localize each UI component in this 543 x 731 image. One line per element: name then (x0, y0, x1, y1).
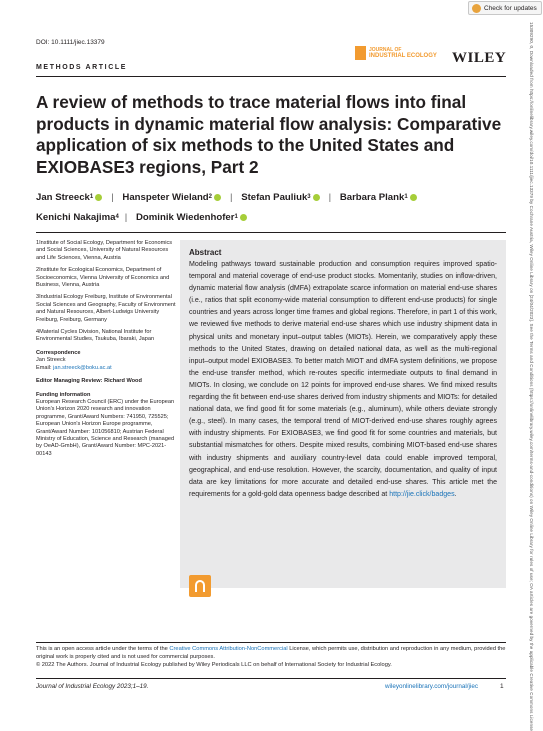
funding-text: European Research Council (ERC) under the European Union's Horizon 2020 research and innovation programme, Grant/Award Numbers: 741950, 725525; European Union's Horizon Europe programme, Grant/Award Number: 101056810; Austrian Federal Ministry of Education, Science and Research (managed by OeAD-GmbH), Grant/Award Number: MPC-2021-00143 (36, 398, 175, 457)
affiliation: 3Industrial Ecology Freiburg, Institute of Environmental Social Sciences and Geography, Faculty of Environment and Natural Resources, Albert-Ludwigs University Freiburg, Freiburg, Germany (36, 294, 176, 323)
copyright-line: © 2022 The Authors. Journal of Industrial Ecology published by Wiley Periodicals LLC on behalf of International Society for Industrial Ecology. (36, 661, 392, 668)
author-affiliation-number: 4 (115, 213, 119, 220)
abstract-box (180, 240, 506, 588)
doi: DOI: 10.1111/jiec.13379 (36, 39, 105, 46)
license-link[interactable]: Creative Commons Attribution-NonCommercial (169, 646, 288, 652)
check-for-updates-button[interactable] (468, 1, 542, 15)
divider (36, 76, 506, 77)
author-affiliation-number: 1 (234, 213, 238, 220)
download-info-strip (525, 22, 537, 731)
journal-logo-line2: INDUSTRIAL ECOLOGY (369, 52, 437, 59)
affiliation: 2Institute for Ecological Economics, Department of Socioeconomics, Vienna University of Economics and Business, Vienna, Austria (36, 267, 170, 289)
abstract-text (189, 259, 497, 501)
affiliation: 4Material Cycles Division, National Institute for Environmental Studies, Tsukuba, Ibaraki, Japan (36, 329, 155, 343)
page-number: 1 (500, 683, 504, 690)
author-name: Jan Streeck (36, 192, 90, 203)
author-affiliation-number: 1 (404, 194, 408, 200)
correspondence-name: Jan Streeck (36, 357, 66, 364)
affiliation: 1Institute of Social Ecology, Department for Economics and Social Sciences, University of Natural Resources and Life Sciences, Vienna, Austria (36, 240, 173, 261)
author-separator: | (111, 192, 114, 203)
abstract-heading: Abstract (189, 248, 222, 257)
author-affiliation-number: 1 (89, 194, 94, 200)
email-prefix: Email: (36, 364, 54, 371)
article-title: A review of methods to trace material flows into final products in dynamic material flow analysis: Comparative application of six methods to the United States and EXIOBASE3 regions, Part 2 (36, 92, 502, 177)
author-name: Kenichi Nakajima (36, 211, 116, 223)
author[interactable] (340, 188, 420, 208)
publisher-logo: WILEY (452, 50, 507, 66)
download-info-text: 15309290, 0, Downloaded from https://onlinelibrary.wiley.com/doi/10.1111/jiec.13379 by Cochrane Austria, Wiley Online Library on [24/04/2023]. See the Terms and Conditions (https://onlinelibrary.wiley.com/terms-and-conditions) on Wiley Online Library for rules of use; OA articles are governed by the applicable Creative Commons License (529, 22, 534, 731)
correspondence-email-line (36, 365, 176, 372)
funding-label: Funding information (36, 391, 91, 398)
orcid-icon[interactable] (240, 214, 247, 221)
author-affiliation-number: 3 (307, 194, 311, 200)
author-name: Stefan Pauliuk (241, 192, 308, 203)
author[interactable] (36, 188, 105, 208)
update-icon (472, 4, 481, 13)
author[interactable] (122, 188, 224, 208)
article-type: METHODS ARTICLE (36, 64, 128, 71)
author-name: Hanspeter Wieland (122, 192, 209, 203)
check-for-updates-label: Check for updates (484, 4, 537, 12)
license-pre: This is an open access article under the terms of the (36, 646, 170, 652)
affiliations-column (36, 240, 176, 458)
badges-link[interactable]: http://jie.click/badges (389, 490, 455, 498)
open-data-badge-icon (189, 575, 211, 597)
orcid-icon[interactable] (410, 194, 417, 201)
author-name: Dominik Wiedenhofer (135, 211, 235, 223)
abstract-end: . (454, 490, 457, 498)
orcid-icon[interactable] (214, 194, 221, 201)
correspondence-label: Correspondence (36, 349, 81, 356)
author-separator: | (230, 192, 233, 203)
journal-logo-line1: JOURNAL OF (369, 46, 402, 53)
license-line (36, 646, 506, 662)
correspondence-email-link[interactable]: jan.streeck@boku.ac.at (53, 364, 112, 371)
author[interactable] (36, 208, 119, 228)
orcid-icon[interactable] (95, 194, 102, 201)
divider (36, 678, 506, 679)
author-name: Barbara Plank (339, 192, 405, 203)
author[interactable] (241, 188, 322, 208)
abstract-body: Modeling pathways toward sustainable production and consumption requires improved spatio-temporal and material coverage of end-use product stocks. Momentarily, studies on inflow-driven, dynamic material flow analysis (dMFA) extrapolate scarce information on material end-use shares (i.e., ratios that split economy-wide material consumption to different end-use products) for single countries and years across longer time frames and global regions. Therefore, in part 1 of this work, we reviewed five methods to derive material end-use shares which use industry shipment data in physical units and monetary input–output tables (MIOTs). Herein, we comparatively apply these methods to the United States, drawing on detailed national data, as well as the multi-regional input–output model EXIOBASE3. To better match MIOT and dMFA system definitions, we propose the end-use transfer method, which re-routes specific intermediate outputs to final demand in MIOTs. In closing, we conclude on 12 points for improved end-use shares. We find mixed results regarding the fit between end-use shares derived from industry shipments and MIOTs: for detailed national data, we find good fit for some materials (e.g., aluminum), while others deviate strongly (e.g., steel). In many cases, the temporal trend of MIOT-derived end-use shares roughly agrees with industry shipments. For EXIOBASE3, we find good fit for some countries and materials, but substantial mismatches for others. Despite mixed results, combining MIOT-based end-use shares with industry shipments and auxiliary country-level data could enable improved temporal, geographical, and end-use resolution. However, the scarcity, documentation, and quality of input data are key limitations for more accurate and detailed end-use shares. This article met the requirements for a gold-gold data openness badge described at (189, 261, 497, 498)
license-notice (36, 646, 506, 669)
author-separator: | (328, 192, 332, 203)
author[interactable] (136, 208, 250, 228)
author-list (36, 188, 506, 227)
journal-logo-icon (355, 46, 366, 60)
journal-url-link[interactable]: wileyonlinelibrary.com/journal/jiec (385, 683, 478, 690)
divider (36, 232, 506, 233)
author-affiliation-number: 2 (208, 194, 213, 200)
journal-citation: Journal of Industrial Ecology 2023;1–19. (36, 683, 149, 690)
journal-logo (355, 46, 437, 60)
divider (36, 642, 506, 643)
orcid-icon[interactable] (313, 194, 320, 201)
editor-note: Editor Managing Review: Richard Wood (36, 378, 142, 385)
license-post: License, which permits use, distribution and reproduction in any medium, provided the original work is properly cited and is not used for commercial purposes. (36, 646, 506, 660)
author-separator: | (124, 211, 128, 223)
